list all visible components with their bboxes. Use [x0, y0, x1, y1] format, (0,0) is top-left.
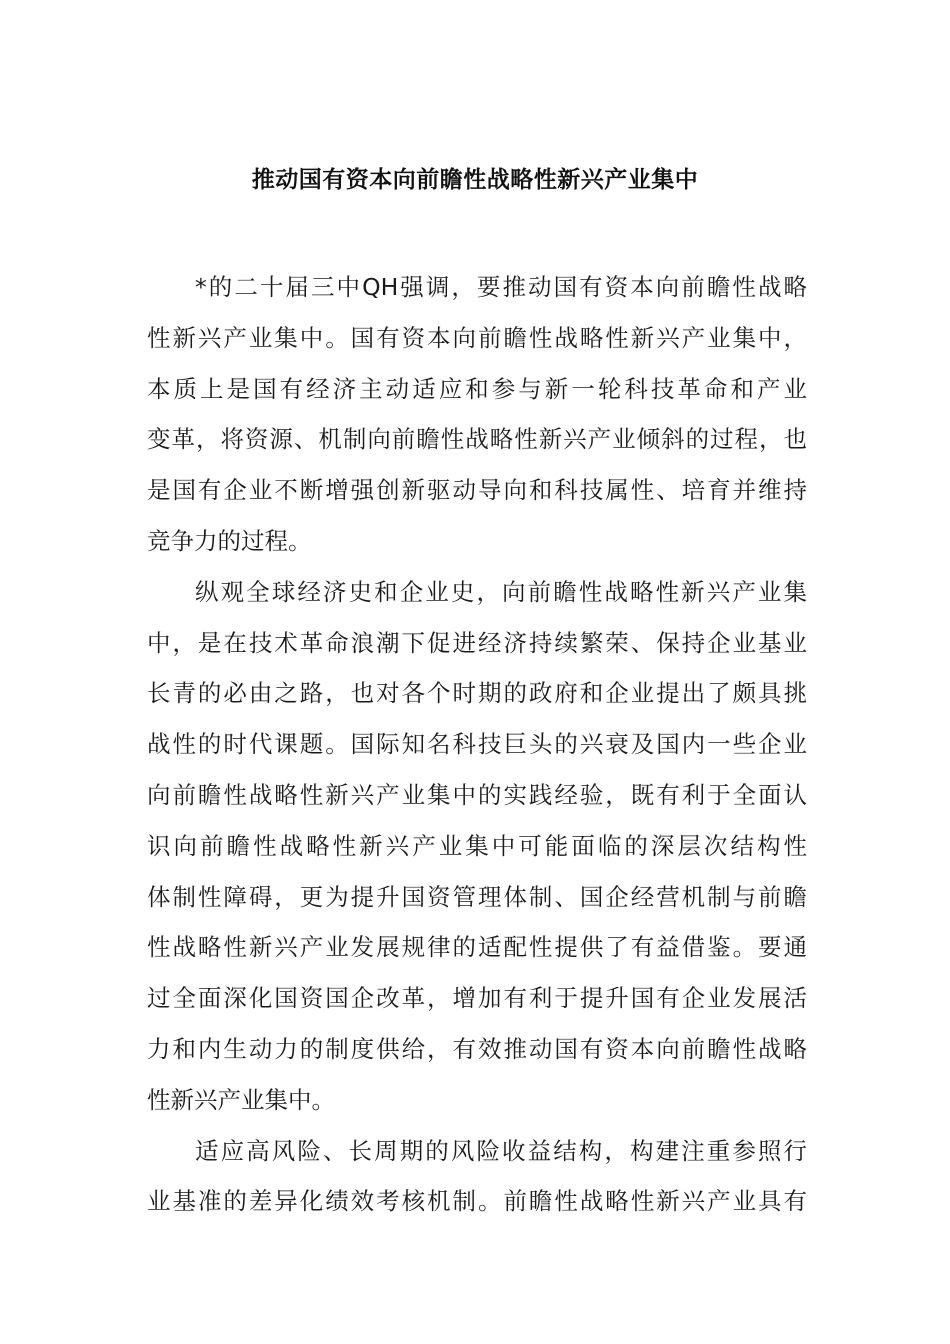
paragraph-line: 性新兴产业集中。国有资本向前瞻性战略性新兴产业集中， [147, 323, 807, 352]
paragraph-line: 中，是在技术革命浪潮下促进经济持续繁荣、保持企业基业 [147, 628, 807, 657]
paragraph-line: 性战略性新兴产业发展规律的适配性提供了有益借鉴。要通 [147, 933, 807, 962]
paragraph-line: 适应高风险、长周期的风险收益结构，构建注重参照行 [195, 1136, 807, 1165]
paragraph-line: 性新兴产业集中。 [147, 1085, 335, 1114]
paragraph-line: 长青的必由之路，也对各个时期的政府和企业提出了颇具挑 [147, 679, 807, 708]
paragraph-line: 业基准的差异化绩效考核机制。前瞻性战略性新兴产业具有 [147, 1187, 807, 1216]
paragraph-line: 变革，将资源、机制向前瞻性战略性新兴产业倾斜的过程，也 [147, 425, 807, 454]
paragraph-line: 过全面深化国资国企改革，增加有利于提升国有企业发展活 [147, 984, 807, 1013]
document-title: 推动国有资本向前瞻性战略性新兴产业集中 [251, 167, 699, 193]
paragraph-3 [147, 1126, 807, 1228]
paragraph-1 [147, 262, 807, 567]
paragraph-line: 力和内生动力的制度供给，有效推动国有资本向前瞻性战略 [147, 1034, 807, 1063]
paragraph-line: 向前瞻性战略性新兴产业集中的实践经验，既有利于全面认 [147, 780, 807, 809]
document-body [147, 262, 807, 1227]
paragraph-line: 竞争力的过程。 [147, 526, 312, 555]
paragraph-2 [147, 567, 807, 1126]
paragraph-line: 体制性障碍，更为提升国资管理体制、国企经营机制与前瞻 [147, 882, 807, 911]
paragraph-line: 纵观全球经济史和企业史，向前瞻性战略性新兴产业集 [195, 577, 807, 606]
paragraph-line: *的二十届三中QH强调，要推动国有资本向前瞻性战略 [195, 273, 807, 301]
paragraph-line: 是国有企业不断增强创新驱动导向和科技属性、培育并维持 [147, 476, 807, 505]
paragraph-line: 战性的时代课题。国际知名科技巨头的兴衰及国内一些企业 [147, 730, 807, 759]
paragraph-line: 识向前瞻性战略性新兴产业集中可能面临的深层次结构性 [147, 831, 807, 860]
paragraph-line: 本质上是国有经济主动适应和参与新一轮科技革命和产业 [147, 374, 807, 403]
